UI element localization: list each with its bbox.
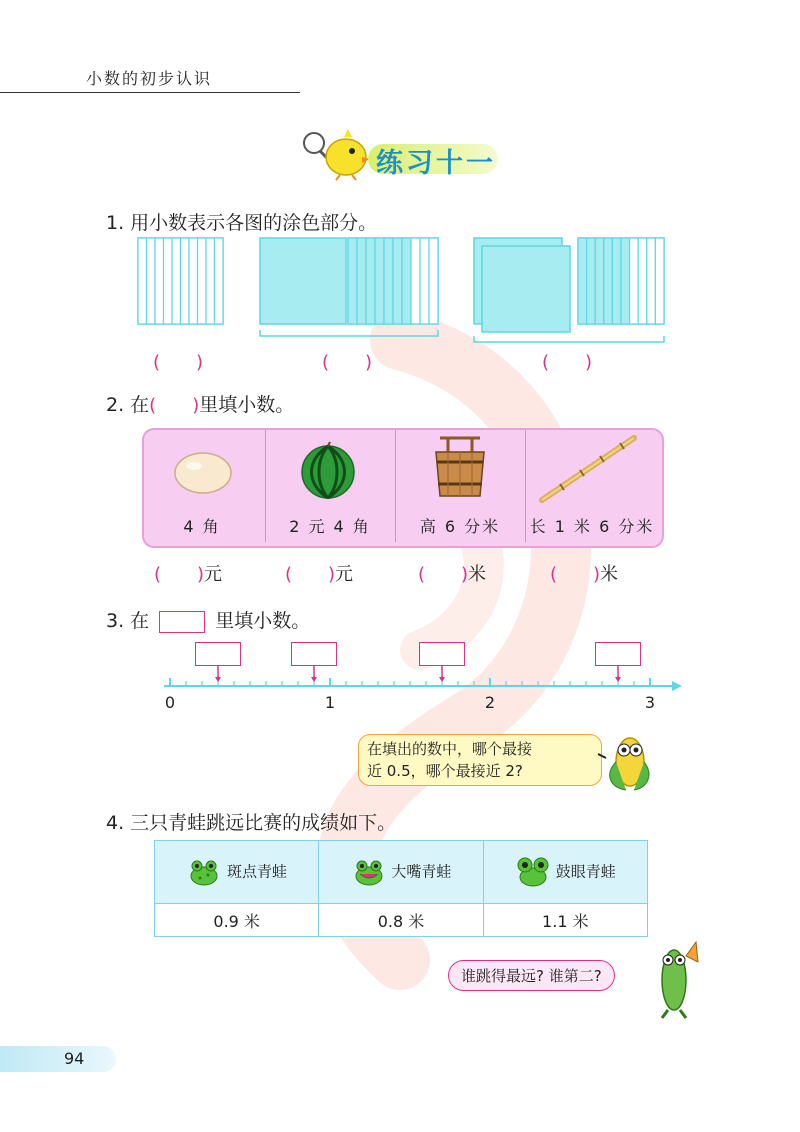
q3-answer-box-4[interactable] (595, 642, 641, 666)
q3-text-prefix: 3. 在 (106, 610, 150, 632)
q2-answer-2[interactable] (285, 560, 353, 586)
answer-box[interactable] (595, 642, 641, 666)
grid-strip (357, 238, 366, 324)
grid-strip (429, 238, 438, 324)
watermelon-icon (298, 440, 358, 500)
grid-strip (206, 238, 215, 324)
q3-text-box (159, 611, 205, 633)
bamboo-icon (536, 432, 640, 506)
q1-answer-1[interactable]: ( ) (153, 352, 204, 373)
number-line-arrow (672, 681, 682, 691)
frog-icon (351, 856, 387, 888)
grid-strip (393, 238, 402, 324)
chapter-title: 小数的初步认识 (86, 69, 213, 88)
bucket-icon (430, 432, 490, 500)
grid-strip (612, 238, 621, 324)
page-number: 94 (64, 1049, 85, 1068)
q1-figures (130, 230, 670, 350)
frog-table-values-row (155, 904, 648, 937)
q2-item-label-watermelon: 2 元 4 角 (289, 517, 371, 536)
grid-strip (420, 238, 429, 324)
frog-icon (515, 856, 551, 888)
frog-results-table (154, 840, 648, 937)
grid-strip (215, 238, 224, 324)
q4-question-bubble: 谁跳得最远? 谁第二? (448, 960, 615, 991)
answer-unit: 米 (600, 564, 619, 585)
q1-figure-3 (474, 238, 664, 342)
pointer-arrow (439, 677, 445, 682)
grid-strip (155, 238, 164, 324)
q2-item-label-bamboo: 长 1 米 6 分米 (529, 517, 655, 536)
q2-answer-3[interactable] (418, 560, 486, 586)
pointer-arrow (215, 677, 221, 682)
frog-value: 0.9 米 (155, 904, 319, 937)
grid-strip (366, 238, 375, 324)
frog-name: 大嘴青蛙 (391, 862, 452, 881)
q2-text-prefix: 2. 在 (106, 394, 150, 416)
answer-paren[interactable]: ( ) (418, 564, 469, 585)
grid-strip (595, 238, 604, 324)
grid-strip (411, 238, 420, 324)
egg-icon (172, 450, 234, 496)
q1-text: 1. 用小数表示各图的涂色部分。 (106, 212, 378, 234)
q3-bubble-line-2: 近 0.5，哪个最接近 2? (367, 762, 523, 780)
grid-strip (604, 238, 613, 324)
q2-item-label-bucket: 高 6 分米 (419, 517, 501, 536)
answer-box[interactable] (195, 642, 241, 666)
grid-strip (348, 238, 357, 324)
answer-unit: 元 (204, 564, 223, 585)
frog-cell-spotted (155, 841, 319, 904)
grid-strip (630, 238, 639, 324)
q2-text (106, 390, 294, 417)
frog-table-header-row (155, 841, 648, 904)
number-line-label: 1 (324, 693, 336, 712)
q3-bubble-line-1: 在填出的数中，哪个最接 (367, 740, 533, 758)
grid-strip (647, 238, 656, 324)
grid-strip (172, 238, 181, 324)
number-line-label: 0 (164, 693, 176, 712)
frog-icon (186, 856, 222, 888)
answer-unit: 米 (468, 564, 487, 585)
q1-figure-1 (138, 238, 223, 324)
q3-answer-box-3[interactable] (419, 642, 465, 666)
answer-box[interactable] (291, 642, 337, 666)
frog-cell-bulgingeye (483, 841, 647, 904)
grid-strip (138, 238, 147, 324)
answer-paren[interactable]: ( ) (285, 564, 336, 585)
q1-figure-2 (260, 238, 438, 336)
cucumber-mascot-icon (646, 936, 702, 1022)
grid-strip (655, 238, 664, 324)
number-line-label: 2 (484, 693, 496, 712)
answer-unit: 元 (335, 564, 354, 585)
grid-strip (578, 238, 587, 324)
exercise-title: 练习十一 (376, 148, 496, 179)
answer-box[interactable] (419, 642, 465, 666)
grid-strip (181, 238, 190, 324)
q2-text-suffix: 里填小数。 (199, 394, 295, 416)
page-number-tab (0, 1046, 116, 1072)
header-rule (0, 92, 300, 93)
answer-paren[interactable]: ( ) (154, 564, 205, 585)
frog-name: 鼓眼青蛙 (555, 862, 616, 881)
frog-cell-bigmouth (319, 841, 483, 904)
frog-name: 斑点青蛙 (227, 862, 288, 881)
q2-item-label-egg: 4 角 (183, 517, 221, 536)
q2-answer-1[interactable] (154, 560, 222, 586)
q4-text: 4. 三只青蛙跳远比赛的成绩如下。 (106, 812, 397, 834)
q2-answer-4[interactable] (550, 560, 618, 586)
grid-strip (384, 238, 393, 324)
grid-strip (402, 238, 411, 324)
q3-text-suffix: 里填小数。 (215, 610, 311, 632)
grid-strip (587, 238, 596, 324)
q3-hint-bubble (358, 734, 602, 786)
grid-strip (638, 238, 647, 324)
corn-mascot-icon (596, 722, 660, 794)
answer-paren[interactable]: ( ) (550, 564, 601, 585)
pointer-arrow (615, 677, 621, 682)
grid-strip (198, 238, 207, 324)
frog-value: 1.1 米 (483, 904, 647, 937)
grid-strip (164, 238, 173, 324)
number-line-label: 3 (644, 693, 656, 712)
frog-value: 0.8 米 (319, 904, 483, 937)
chick-mascot-icon (300, 125, 372, 181)
grid-strip (621, 238, 630, 324)
q3-answer-box-2[interactable] (291, 642, 337, 666)
q3-answer-box-1[interactable] (195, 642, 241, 666)
q3-text (106, 606, 310, 633)
grid-strip (375, 238, 384, 324)
q1-answer-3[interactable]: ( ) (542, 352, 593, 373)
pointer-arrow (311, 677, 317, 682)
grid-strip (147, 238, 156, 324)
q1-answer-2[interactable]: ( ) (322, 352, 373, 373)
grid-strip (189, 238, 198, 324)
q2-text-paren: ( ) (149, 395, 200, 416)
